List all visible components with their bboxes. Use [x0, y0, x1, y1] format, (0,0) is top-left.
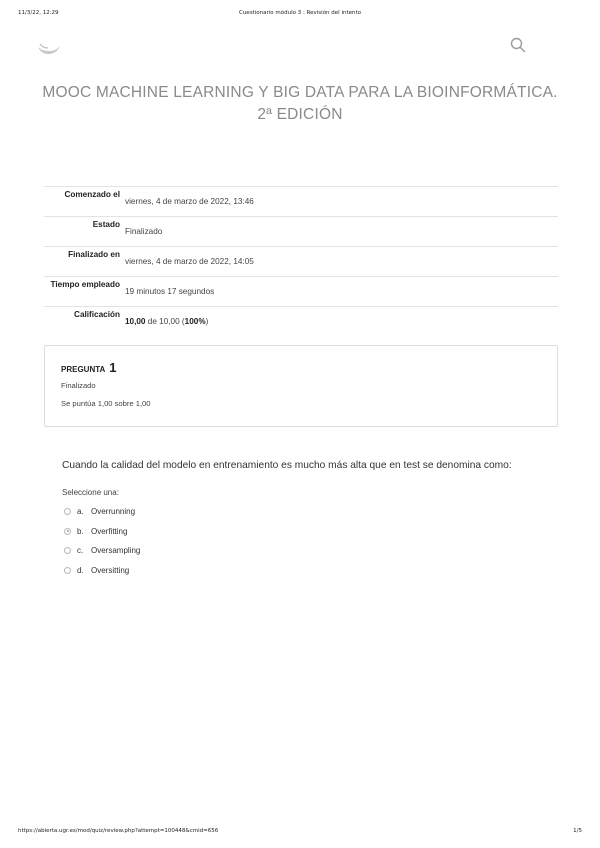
print-header	[18, 10, 582, 20]
summary-label: Finalizado en	[68, 250, 120, 259]
question-info-box	[44, 345, 558, 427]
summary-value: Finalizado	[125, 227, 163, 236]
grade-close: )	[205, 317, 209, 326]
print-footer	[18, 828, 582, 838]
summary-row-time-taken	[44, 277, 558, 307]
grade-score: 10,00	[125, 317, 146, 326]
summary-label: Tiempo empleado	[50, 280, 120, 289]
summary-row-finished	[44, 247, 558, 277]
print-doc-title: Cuestionario módulo 3 : Revisión del intento	[238, 10, 362, 16]
answer-option-a[interactable]	[64, 502, 140, 522]
option-label: Overfitting	[91, 526, 128, 536]
answer-options	[64, 502, 140, 580]
site-logo-icon[interactable]	[36, 38, 62, 56]
grade-of: de 10,00 (	[145, 317, 185, 326]
option-letter: d.	[77, 565, 84, 575]
question-grade: Se puntúa 1,00 sobre 1,00	[61, 399, 151, 408]
print-url: https://abierta.ugr.es/mod/quiz/review.php?attempt=100448&cmid=656	[18, 828, 219, 834]
summary-value: viernes, 4 de marzo de 2022, 14:05	[125, 257, 254, 266]
summary-label: Comenzado el	[64, 190, 120, 199]
question-number-value: 1	[109, 360, 117, 375]
radio-button-selected[interactable]	[64, 528, 71, 535]
option-letter: a.	[77, 507, 84, 517]
print-page-number: 1/5	[573, 828, 582, 834]
grade-percent: 100%	[184, 317, 206, 326]
radio-button[interactable]	[64, 567, 71, 574]
summary-label: Calificación	[74, 310, 120, 319]
option-label: Oversampling	[91, 546, 141, 556]
option-label: Oversitting	[91, 565, 130, 575]
answer-option-b[interactable]	[64, 522, 140, 542]
answer-prompt: Seleccione una:	[62, 488, 119, 497]
summary-row-state	[44, 217, 558, 247]
option-label: Overrunning	[91, 507, 136, 517]
search-icon[interactable]	[510, 37, 526, 53]
summary-value	[125, 307, 558, 337]
attempt-summary-table	[44, 186, 558, 337]
summary-value: 19 minutos 17 segundos	[125, 287, 215, 296]
radio-button[interactable]	[64, 547, 71, 554]
summary-row-grade	[44, 307, 558, 337]
summary-row-started	[44, 187, 558, 217]
radio-button[interactable]	[64, 508, 71, 515]
course-title: MOOC MACHINE LEARNING Y BIG DATA PARA LA BIOINFORMÁTICA. 2ª EDICIÓN	[42, 84, 558, 123]
question-number	[61, 360, 116, 375]
question-state: Finalizado	[61, 381, 96, 390]
summary-value: viernes, 4 de marzo de 2022, 13:46	[125, 197, 254, 206]
answer-option-c[interactable]	[64, 541, 140, 561]
answer-option-d[interactable]	[64, 561, 140, 581]
print-date: 11/3/22, 12:29	[18, 10, 59, 16]
question-text: Cuando la calidad del modelo en entrenamiento es mucho más alta que en test se denomina como:	[62, 460, 512, 471]
question-label: PREGUNTA	[61, 365, 105, 374]
summary-label: Estado	[92, 220, 120, 229]
option-letter: b.	[77, 526, 84, 536]
option-letter: c.	[77, 546, 84, 556]
